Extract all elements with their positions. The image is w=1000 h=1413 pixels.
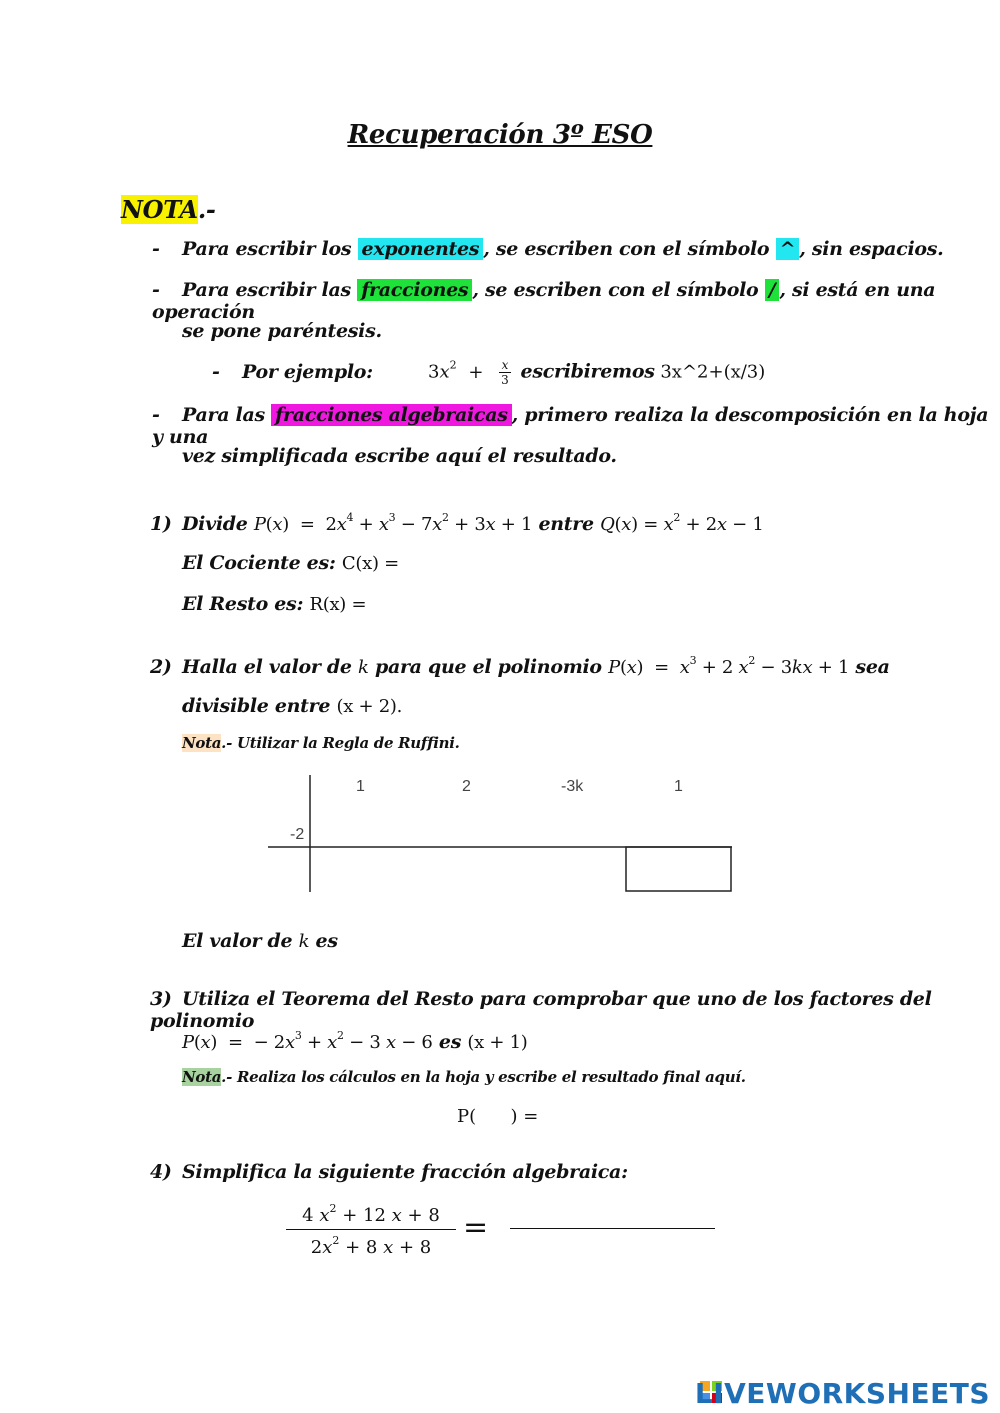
nota-item-3-highlight: fracciones algebraicas — [271, 404, 511, 426]
nota-item-1-after: , sin espacios. — [799, 238, 944, 260]
nota-item-1-text: Para escribir los — [182, 238, 358, 260]
example-frac-den: 3 — [501, 373, 509, 387]
ruffini-root: -2 — [290, 826, 305, 843]
q3-text: Utiliza el Teorema del Resto para comprobar que uno de los factores del polinomio — [150, 988, 932, 1032]
q1-divisor: $Q(x) = x^2 + 2x - 1$ — [600, 511, 764, 535]
example-word: escribiremos — [520, 360, 655, 383]
q3-nota-text: .- Realiza los cálculos en la hoja y escribe el resultado final aquí. — [221, 1068, 746, 1086]
nota-item-2-middle: , se escriben con el símbolo — [472, 279, 765, 301]
q2-sea: sea — [855, 656, 890, 678]
nota-item-2: - Para escribir las fracciones , se escriben con el símbolo / , si está en una operación — [152, 279, 936, 323]
q1-cociente-row — [182, 552, 399, 574]
q1-cociente-label: El Cociente es: — [182, 552, 336, 574]
q3-line2 — [182, 1029, 528, 1053]
q1-resto-label: El Resto es: — [182, 593, 304, 615]
q2-k: k — [358, 657, 369, 678]
nota-heading-suffix: .- — [197, 195, 216, 224]
nota-item-1-highlight: exponentes — [358, 238, 484, 260]
q4-number: 4) — [150, 1161, 172, 1183]
q4-denominator: $2x^2 + 8$ x + 8 — [310, 1234, 432, 1258]
nota-item-3-text: Para las — [182, 404, 272, 426]
q2-row — [150, 654, 890, 678]
q3-answer-expr: P( ) = — [457, 1106, 539, 1127]
q2-text2: para que el polinomio — [374, 656, 602, 678]
q2-polynomial: $P(x) = x^3 + 2$ $x^2 - 3kx + 1$ — [608, 654, 850, 678]
q2-nota-text: .- Utilizar la Regla de Ruffini. — [221, 734, 460, 752]
nota-heading-text: NOTA — [121, 195, 198, 224]
example-exponent: 2 — [449, 358, 457, 372]
ruffini-coef-1: 1 — [356, 778, 365, 795]
q3-nota-word: Nota — [182, 1068, 222, 1086]
q1-cociente-expr: C(x) = — [341, 553, 399, 574]
example-expression: $3x^2$ + $\frac{x}{3}$ escribiremos 3x^2+(x/3) — [428, 358, 766, 387]
nota-item-1-middle: , se escriben con el símbolo — [483, 238, 776, 260]
q3-factor: (x + 1) — [467, 1032, 528, 1053]
example-plus: + — [468, 361, 484, 383]
q1-resto-row — [182, 593, 366, 615]
ruffini-coef-2: 2 — [462, 778, 471, 795]
nota-item-3-line2: vez simplificada escribe aquí el resultado. — [182, 445, 617, 467]
q4-row — [150, 1161, 628, 1183]
q2-line2-text: divisible entre — [182, 695, 331, 717]
q2-answer-es: es — [315, 930, 338, 952]
q2-number: 2) — [150, 656, 172, 678]
q3-polynomial: P(x) = − $2x^3 + x^2 - 3$ x − 6 — [182, 1029, 433, 1053]
nota-item-2-line2: se pone paréntesis. — [182, 320, 382, 342]
nota-item-2-text: Para escribir las — [182, 279, 358, 301]
q1-row — [150, 511, 763, 535]
q2-nota-word: Nota — [182, 734, 222, 752]
example-frac-num: x — [499, 358, 511, 373]
q1-entre: entre — [538, 513, 594, 535]
q2-line2 — [182, 695, 402, 717]
ruffini-coef-3: -3k — [561, 778, 584, 795]
q4-answer-line — [510, 1228, 715, 1229]
nota-heading — [121, 195, 216, 224]
q3-number: 3) — [150, 988, 172, 1010]
q3-nota — [182, 1068, 746, 1086]
q4-text: Simplifica la siguiente fracción algebraica: — [182, 1161, 628, 1183]
q1-dividend: $P(x) = 2x^4 + x^3 - 7x^2 + 3x + 1$ — [253, 511, 533, 535]
q4-fraction — [286, 1202, 456, 1258]
caret-symbol: ^ — [776, 238, 800, 260]
q1-number: 1) — [150, 513, 172, 535]
q4-numerator: 4 $x^2 + 12$ x + 8 — [286, 1202, 456, 1230]
example-fraction — [499, 358, 511, 387]
slash-symbol: / — [765, 279, 780, 301]
q1-resto-expr: R(x) = — [309, 594, 367, 615]
nota-item-3-after: , primero realiza la descomposición en la hoja y una — [152, 404, 989, 448]
nota-item-2-after: , si está en una operación — [152, 279, 936, 323]
ruffini-coef-4: 1 — [674, 778, 683, 795]
nota-item-3: - Para las fracciones algebraicas , primero realiza la descomposición en la hoja y una — [152, 404, 989, 448]
ruffini-remainder-box — [626, 847, 731, 891]
q2-divisor: (x + 2). — [336, 696, 402, 717]
nota-item-2-highlight: fracciones — [357, 279, 472, 301]
example-row: - Por ejemplo: — [212, 361, 373, 383]
nota-item-1: - Para escribir los exponentes , se escriben con el símbolo ^ , sin espacios. — [152, 238, 944, 260]
q3-es: es — [438, 1031, 462, 1053]
q2-answer-row — [182, 930, 338, 952]
q2-nota — [182, 734, 460, 752]
ruffini-table — [260, 770, 740, 900]
q1-verb: Divide — [182, 513, 248, 535]
page-title: Recuperación 3º ESO — [347, 120, 653, 150]
q2-text1: Halla el valor de — [182, 656, 352, 678]
q2-answer-k: k — [298, 931, 310, 952]
q3-row — [150, 988, 1000, 1032]
brand-logo: LIVEWORKSHEETS — [694, 1377, 990, 1410]
q2-answer-label: El valor de — [182, 930, 293, 952]
q4-equals: = — [463, 1210, 489, 1245]
example-typed: 3x^2+(x/3) — [660, 361, 766, 383]
example-label: Por ejemplo: — [242, 361, 373, 383]
